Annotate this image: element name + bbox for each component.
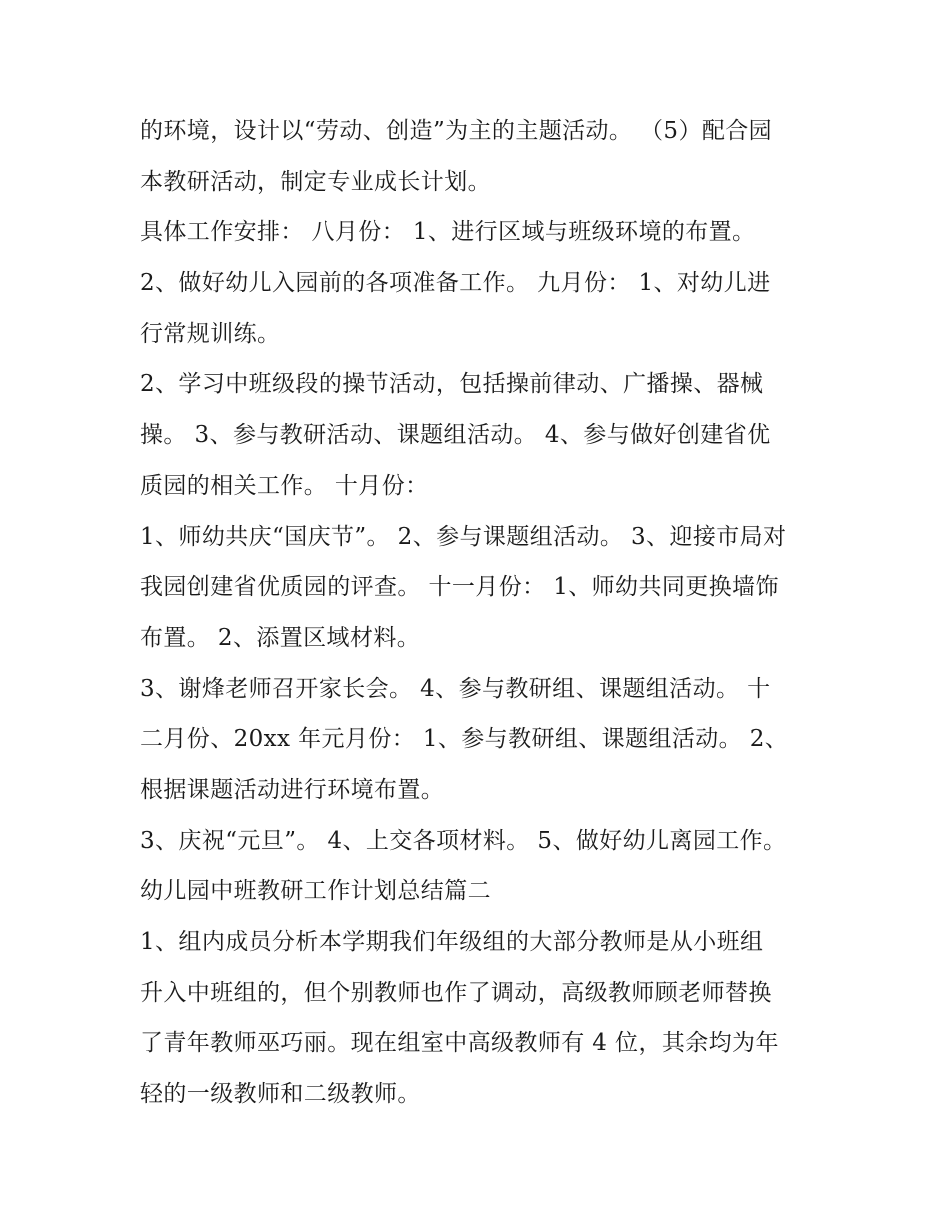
text-line: 根据课题活动进行环境布置。 [140, 776, 445, 803]
text-line: 具体工作安排： 八月份： 1、进行区域与班级环境的布置。 [140, 219, 756, 246]
text-line: 轻的一级教师和二级教师。 [140, 1081, 421, 1108]
text-line: 的环境，设计以“劳动、创造”为主的主题活动。 （5）配合园 [140, 118, 773, 144]
text-line: 行常规训练。 [140, 320, 281, 347]
text-line: 本教研活动，制定专业成长计划。 [140, 168, 491, 195]
text-line: 二月份、20xx 年元月份： 1、参与教研组、课题组活动。 2、 [140, 726, 789, 753]
text-line: 2、做好幼儿入园前的各项准备工作。 九月份： 1、对幼儿进 [140, 270, 771, 297]
text-line: 3、谢烽老师召开家长会。 4、参与教研组、课题组活动。 十 [140, 675, 771, 702]
document-body [140, 106, 820, 1120]
text-line: 布置。 2、添置区域材料。 [140, 624, 421, 651]
text-line: 1、组内成员分析本学期我们年级组的大部分教师是从小班组 [140, 929, 764, 955]
text-line: 3、庆祝“元旦”。 4、上交各项材料。 5、做好幼儿离园工作。 [140, 827, 787, 854]
text-line: 我园创建省优质园的评查。 十一月份： 1、师幼共同更换墙饰 [140, 574, 779, 601]
text-line: 操。 3、参与教研活动、课题组活动。 4、参与做好创建省优 [140, 422, 771, 449]
text-line: 升入中班组的，但个别教师也作了调动，高级教师顾老师替换 [140, 979, 772, 1006]
text-line: 2、学习中班级段的操节活动，包括操前律动、广播操、器械 [140, 371, 764, 398]
text-line: 了青年教师巫巧丽。现在组室中高级教师有 4 位，其余均为年 [140, 1030, 779, 1057]
text-line: 1、师幼共庆“国庆节”。 2、参与课题组活动。 3、迎接市局对 [140, 523, 787, 550]
section-heading: 幼儿园中班教研工作计划总结篇二 [140, 878, 491, 905]
text-line: 质园的相关工作。 十月份： [140, 472, 429, 499]
